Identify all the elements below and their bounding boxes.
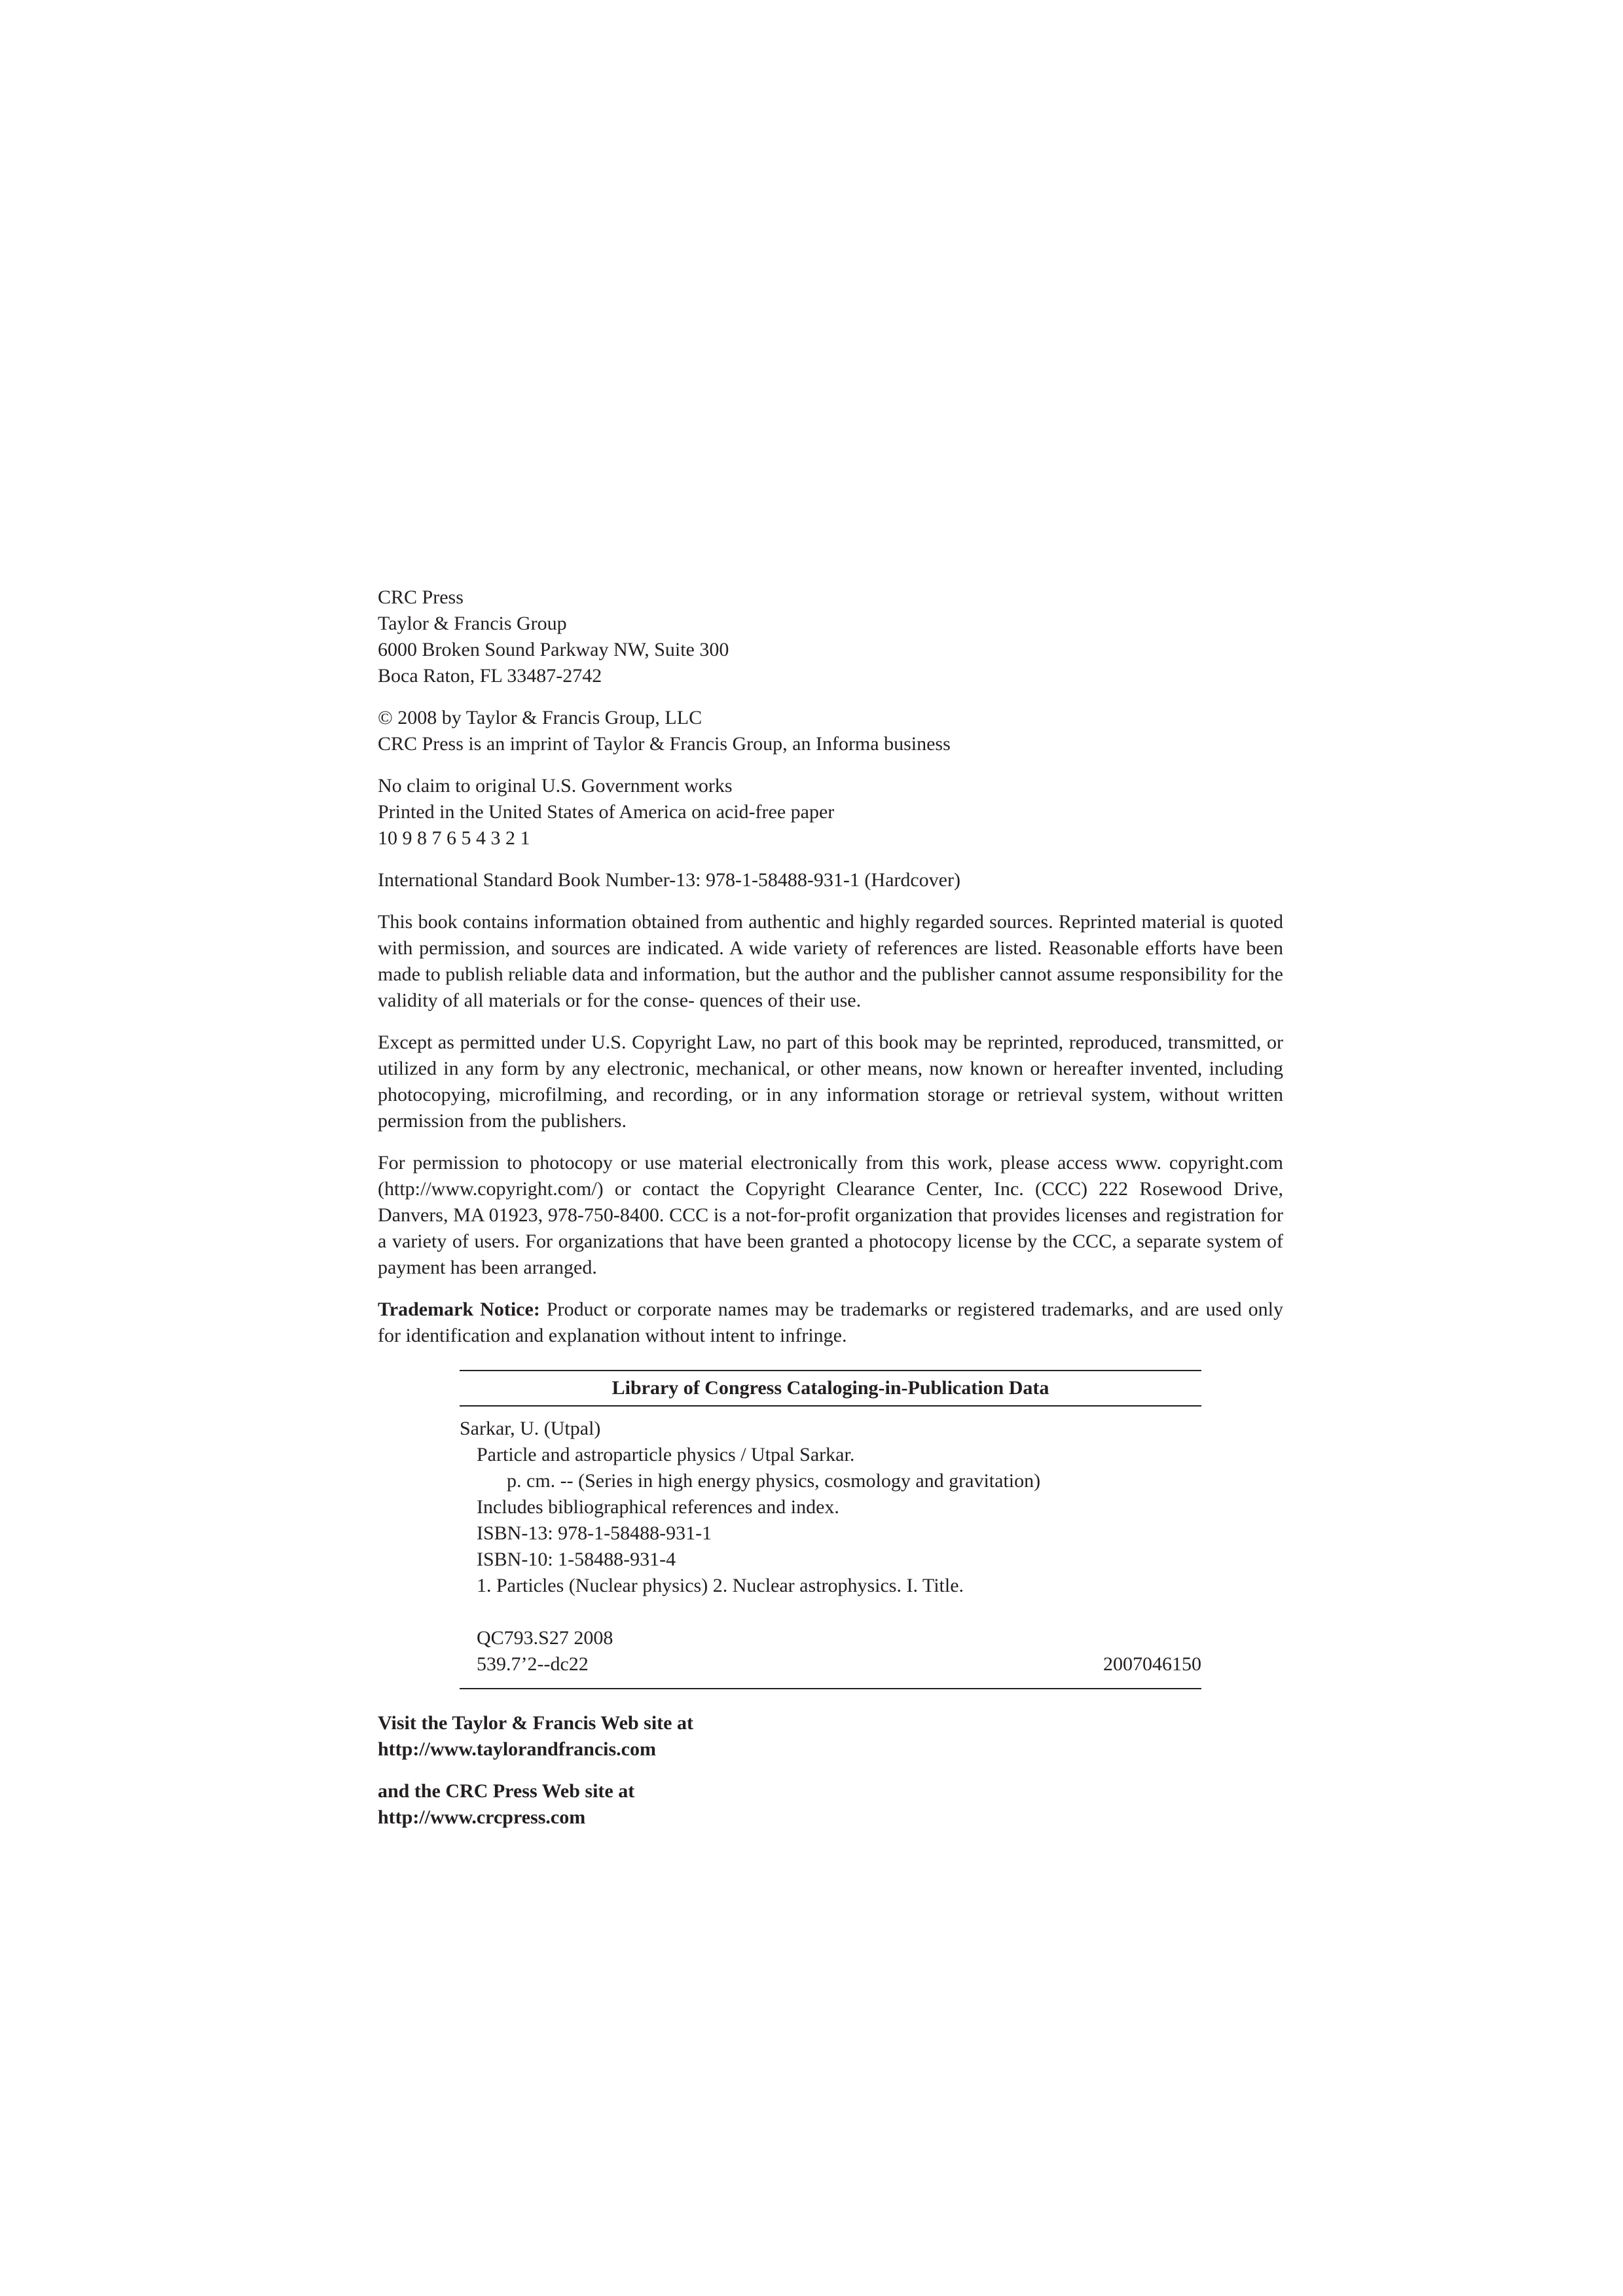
printing-block xyxy=(378,773,1283,852)
publisher-city: Boca Raton, FL 33487-2742 xyxy=(378,665,602,687)
cip-author: Sarkar, U. (Utpal) xyxy=(460,1418,601,1439)
cip-bibliography: Includes bibliographical references and index. xyxy=(477,1496,839,1518)
publisher-street: 6000 Broken Sound Parkway NW, Suite 300 xyxy=(378,639,729,660)
copyright-line: © 2008 by Taylor & Francis Group, LLC xyxy=(378,707,702,728)
publisher-address xyxy=(378,584,1283,689)
impression-line: 10 9 8 7 6 5 4 3 2 1 xyxy=(378,827,530,849)
cip-body xyxy=(460,1407,1201,1688)
web-sites-block xyxy=(378,1710,1283,1831)
cip-isbn13: ISBN-13: 978-1-58488-931-1 xyxy=(477,1522,712,1544)
cip-heading: Library of Congress Cataloging-in-Publication Data xyxy=(611,1377,1049,1399)
cip-subjects: 1. Particles (Nuclear physics) 2. Nuclear astrophysics. I. Title. xyxy=(477,1575,964,1596)
publisher-name: CRC Press xyxy=(378,586,464,608)
imprint-line: CRC Press is an imprint of Taylor & Francis Group, an Informa business xyxy=(378,733,951,755)
tf-web-url[interactable]: http://www.taylorandfrancis.com xyxy=(378,1738,656,1760)
cip-series: p. cm. -- (Series in high energy physics, cosmology and gravitation) xyxy=(507,1470,1041,1492)
isbn-line: International Standard Book Number-13: 978-1-58488-931-1 (Hardcover) xyxy=(378,869,960,891)
trademark-label: Trademark Notice: xyxy=(378,1299,540,1320)
trademark-paragraph xyxy=(378,1297,1283,1349)
sources-paragraph: This book contains information obtained from authentic and highly regarded sources. Reprinted material is quoted with permission, and sources are indicated. A wide variety of references are listed. Reasonable efforts have been made to publish reliable data and information, but the author and the publisher cannot assume responsibility for the validity of all materials or for the conse- quences of their use. xyxy=(378,911,1283,1011)
cip-title: Particle and astroparticle physics / Utpal Sarkar. xyxy=(477,1444,855,1465)
cip-dewey: 539.7’2--dc22 xyxy=(477,1653,589,1675)
cip-call-number: QC793.S27 2008 xyxy=(477,1627,613,1649)
cip-classification-row xyxy=(460,1651,1201,1677)
crc-web-url[interactable]: http://www.crcpress.com xyxy=(378,1806,586,1828)
printed-line: Printed in the United States of America on acid-free paper xyxy=(378,801,835,823)
government-claim: No claim to original U.S. Government works xyxy=(378,775,733,797)
permission-paragraph: For permission to photocopy or use material electronically from this work, please access www. copyright.com (http://www.copyright.com/) or contact the Copyright Clearance Center, Inc. (CCC) 222 Rosewood Drive, Danvers, MA 01923, 978-750-8400. CCC is a not-for-profit organization that provides licenses and registration for a variety of users. For organizations that have been granted a photocopy license by the CCC, a separate system of payment has been arranged. xyxy=(378,1152,1283,1278)
text-column xyxy=(378,584,1283,1831)
cip-data-block xyxy=(460,1370,1201,1689)
copyright-law-paragraph: Except as permitted under U.S. Copyright Law, no part of this book may be reprinted, reproduced, transmitted, or utilized in any form by any electronic, mechanical, or other means, now known or hereafter invented, including photocopying, microfilming, and recording, or in any information storage or retrieval system, without written permission from the publishers. xyxy=(378,1031,1283,1132)
copyright-block xyxy=(378,705,1283,757)
trademark-text: Product or corporate names may be trademarks or registered trademarks, and are used only for identification and explanation without intent to infringe. xyxy=(378,1299,1284,1346)
tf-web-label: Visit the Taylor & Francis Web site at xyxy=(378,1712,693,1734)
cip-isbn10: ISBN-10: 1-58488-931-4 xyxy=(477,1549,676,1570)
crc-web-label: and the CRC Press Web site at xyxy=(378,1780,635,1802)
cip-lccn: 2007046150 xyxy=(1103,1653,1201,1675)
publisher-group: Taylor & Francis Group xyxy=(378,613,567,634)
